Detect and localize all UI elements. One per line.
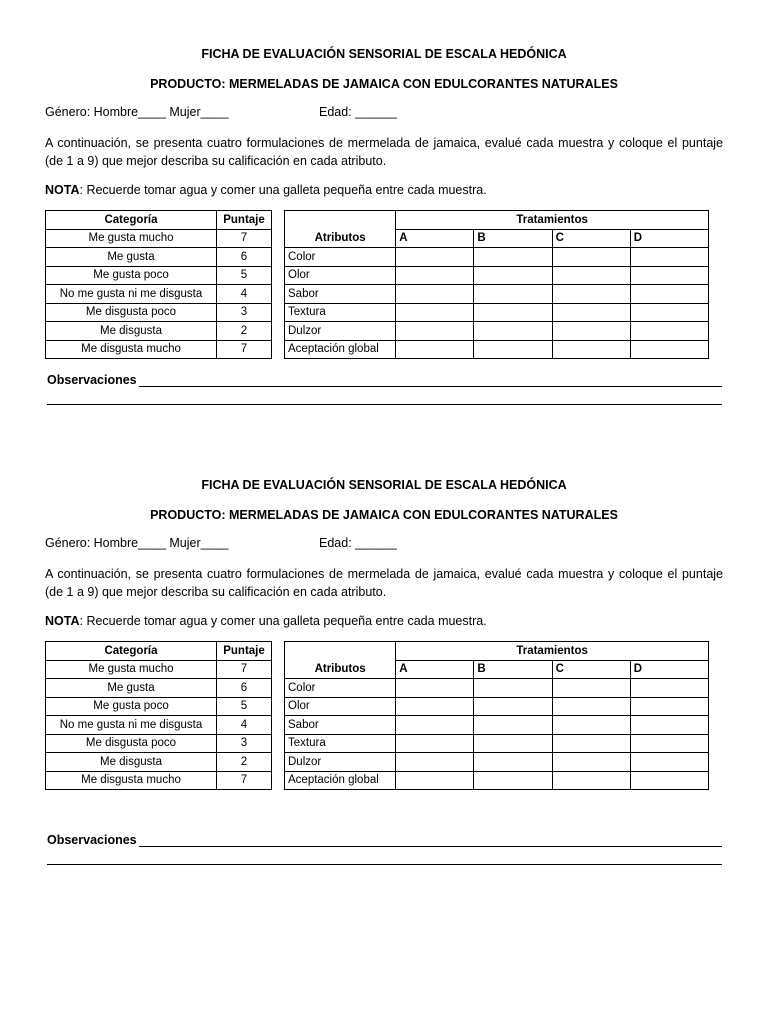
score-cell-b[interactable] <box>474 753 552 772</box>
scale-category: No me gusta ni me disgusta <box>46 716 217 735</box>
attribute-label: Sabor <box>285 285 396 304</box>
score-cell-a[interactable] <box>396 771 474 790</box>
scale-row <box>46 229 272 248</box>
scale-row <box>46 322 272 341</box>
scale-category: Me disgusta poco <box>46 734 217 753</box>
observations-line[interactable] <box>139 834 722 847</box>
age-field[interactable]: Edad: ______ <box>319 105 397 119</box>
scale-score: 7 <box>217 229 272 248</box>
scale-score: 6 <box>217 248 272 267</box>
scale-score: 3 <box>217 303 272 322</box>
score-cell-b[interactable] <box>474 266 552 285</box>
score-header: Puntaje <box>217 642 272 661</box>
scale-category: Me gusta poco <box>46 697 217 716</box>
score-cell-b[interactable] <box>474 697 552 716</box>
empty-corner-cell <box>285 211 396 230</box>
score-cell-b[interactable] <box>474 716 552 735</box>
scale-score: 5 <box>217 697 272 716</box>
attributes-table <box>284 210 709 359</box>
score-cell-b[interactable] <box>474 285 552 304</box>
scale-row <box>46 660 272 679</box>
score-cell-c[interactable] <box>552 753 630 772</box>
scale-score: 6 <box>217 679 272 698</box>
empty-corner-cell <box>285 642 396 661</box>
score-cell-a[interactable] <box>396 248 474 267</box>
form-title: FICHA DE EVALUACIÓN SENSORIAL DE ESCALA HEDÓNICA <box>201 478 567 492</box>
score-cell-d[interactable] <box>630 248 708 267</box>
note-label: NOTA <box>45 614 80 628</box>
scale-row <box>46 679 272 698</box>
scale-row <box>46 303 272 322</box>
scale-score: 4 <box>217 716 272 735</box>
scale-category: Me gusta mucho <box>46 229 217 248</box>
treatment-header-c: C <box>552 229 630 248</box>
score-cell-c[interactable] <box>552 303 630 322</box>
score-cell-d[interactable] <box>630 771 708 790</box>
score-cell-d[interactable] <box>630 753 708 772</box>
observations-field[interactable] <box>47 833 722 847</box>
score-cell-b[interactable] <box>474 679 552 698</box>
score-cell-c[interactable] <box>552 285 630 304</box>
attribute-row <box>285 753 709 772</box>
scale-row <box>46 285 272 304</box>
scale-row <box>46 248 272 267</box>
scale-score: 7 <box>217 771 272 790</box>
score-header: Puntaje <box>217 211 272 230</box>
score-cell-b[interactable] <box>474 340 552 359</box>
treatment-header-a: A <box>396 229 474 248</box>
score-cell-a[interactable] <box>396 285 474 304</box>
category-header: Categoría <box>46 642 217 661</box>
observations-extra-line[interactable] <box>47 864 722 865</box>
score-cell-d[interactable] <box>630 303 708 322</box>
score-cell-a[interactable] <box>396 679 474 698</box>
attribute-label: Dulzor <box>285 322 396 341</box>
score-cell-a[interactable] <box>396 697 474 716</box>
attribute-label: Color <box>285 679 396 698</box>
attribute-label: Olor <box>285 266 396 285</box>
attribute-label: Aceptación global <box>285 771 396 790</box>
attribute-row <box>285 771 709 790</box>
gender-field[interactable]: Género: Hombre____ Mujer____ <box>45 536 229 550</box>
attributes-header: Atributos <box>285 229 396 248</box>
treatments-header: Tratamientos <box>396 642 709 661</box>
score-cell-c[interactable] <box>552 322 630 341</box>
score-cell-b[interactable] <box>474 734 552 753</box>
score-cell-b[interactable] <box>474 248 552 267</box>
hedonic-scale-table <box>45 210 272 359</box>
treatment-header-d: D <box>630 660 708 679</box>
category-header: Categoría <box>46 211 217 230</box>
score-cell-c[interactable] <box>552 771 630 790</box>
attribute-row <box>285 716 709 735</box>
score-cell-c[interactable] <box>552 734 630 753</box>
score-cell-a[interactable] <box>396 340 474 359</box>
attributes-header: Atributos <box>285 660 396 679</box>
score-cell-d[interactable] <box>630 266 708 285</box>
treatments-header: Tratamientos <box>396 211 709 230</box>
score-cell-a[interactable] <box>396 322 474 341</box>
scale-category: Me disgusta mucho <box>46 771 217 790</box>
score-cell-c[interactable] <box>552 716 630 735</box>
scale-score: 2 <box>217 322 272 341</box>
score-cell-d[interactable] <box>630 734 708 753</box>
attribute-label: Color <box>285 248 396 267</box>
attribute-label: Olor <box>285 697 396 716</box>
attribute-label: Textura <box>285 734 396 753</box>
scale-row <box>46 734 272 753</box>
scale-category: Me disgusta poco <box>46 303 217 322</box>
score-cell-d[interactable] <box>630 322 708 341</box>
scale-score: 5 <box>217 266 272 285</box>
score-cell-c[interactable] <box>552 340 630 359</box>
treatment-header-c: C <box>552 660 630 679</box>
attribute-row <box>285 340 709 359</box>
score-cell-b[interactable] <box>474 303 552 322</box>
scale-category: Me gusta <box>46 679 217 698</box>
instructions-text: A continuación, se presenta cuatro formulaciones de mermelada de jamaica, evalué cada muestra y coloque el puntaje (de 1 a 9) que mejor describa su calificación en cada atributo. <box>45 136 723 168</box>
treatment-header-d: D <box>630 229 708 248</box>
attribute-label: Aceptación global <box>285 340 396 359</box>
scale-category: Me gusta poco <box>46 266 217 285</box>
scale-row <box>46 716 272 735</box>
scale-row <box>46 340 272 359</box>
observations-label: Observaciones <box>47 373 137 387</box>
score-cell-c[interactable] <box>552 248 630 267</box>
treatment-header-b: B <box>474 660 552 679</box>
observations-line[interactable] <box>139 374 722 387</box>
scale-score: 4 <box>217 285 272 304</box>
attribute-row <box>285 266 709 285</box>
note-body: : Recuerde tomar agua y comer una galleta pequeña entre cada muestra. <box>79 614 487 628</box>
score-cell-c[interactable] <box>552 679 630 698</box>
scale-score: 3 <box>217 734 272 753</box>
scale-row <box>46 771 272 790</box>
scale-score: 2 <box>217 753 272 772</box>
score-cell-d[interactable] <box>630 285 708 304</box>
treatment-header-a: A <box>396 660 474 679</box>
note-text <box>45 183 487 197</box>
score-cell-b[interactable] <box>474 771 552 790</box>
scale-category: No me gusta ni me disgusta <box>46 285 217 304</box>
product-title: PRODUCTO: MERMELADAS DE JAMAICA CON EDULCORANTES NATURALES <box>150 77 618 91</box>
scale-row <box>46 753 272 772</box>
scale-score: 7 <box>217 340 272 359</box>
instructions-text: A continuación, se presenta cuatro formulaciones de mermelada de jamaica, evalué cada muestra y coloque el puntaje (de 1 a 9) que mejor describa su calificación en cada atributo. <box>45 567 723 599</box>
score-cell-d[interactable] <box>630 697 708 716</box>
attribute-row <box>285 248 709 267</box>
score-cell-c[interactable] <box>552 697 630 716</box>
attribute-label: Sabor <box>285 716 396 735</box>
observations-label: Observaciones <box>47 833 137 847</box>
scale-category: Me disgusta mucho <box>46 340 217 359</box>
scale-row <box>46 697 272 716</box>
form-title: FICHA DE EVALUACIÓN SENSORIAL DE ESCALA HEDÓNICA <box>201 47 567 61</box>
scale-category: Me gusta mucho <box>46 660 217 679</box>
score-cell-a[interactable] <box>396 734 474 753</box>
score-cell-b[interactable] <box>474 322 552 341</box>
score-cell-c[interactable] <box>552 266 630 285</box>
age-field[interactable]: Edad: ______ <box>319 536 397 550</box>
scale-category: Me disgusta <box>46 753 217 772</box>
score-cell-a[interactable] <box>396 753 474 772</box>
note-label: NOTA <box>45 183 80 197</box>
scale-category: Me gusta <box>46 248 217 267</box>
attribute-row <box>285 285 709 304</box>
attribute-label: Dulzor <box>285 753 396 772</box>
note-body: : Recuerde tomar agua y comer una galleta pequeña entre cada muestra. <box>79 183 487 197</box>
note-text <box>45 614 487 628</box>
scale-category: Me disgusta <box>46 322 217 341</box>
scale-row <box>46 266 272 285</box>
score-cell-d[interactable] <box>630 340 708 359</box>
score-cell-d[interactable] <box>630 679 708 698</box>
treatment-header-b: B <box>474 229 552 248</box>
attribute-row <box>285 303 709 322</box>
attribute-row <box>285 679 709 698</box>
attribute-row <box>285 697 709 716</box>
observations-extra-line[interactable] <box>47 404 722 405</box>
product-title: PRODUCTO: MERMELADAS DE JAMAICA CON EDULCORANTES NATURALES <box>150 508 618 522</box>
gender-field[interactable]: Género: Hombre____ Mujer____ <box>45 105 229 119</box>
observations-field[interactable] <box>47 373 722 387</box>
attribute-row <box>285 734 709 753</box>
attribute-row <box>285 322 709 341</box>
score-cell-a[interactable] <box>396 716 474 735</box>
hedonic-scale-table <box>45 641 272 790</box>
scale-score: 7 <box>217 660 272 679</box>
attribute-label: Textura <box>285 303 396 322</box>
score-cell-a[interactable] <box>396 266 474 285</box>
attributes-table <box>284 641 709 790</box>
score-cell-a[interactable] <box>396 303 474 322</box>
score-cell-d[interactable] <box>630 716 708 735</box>
